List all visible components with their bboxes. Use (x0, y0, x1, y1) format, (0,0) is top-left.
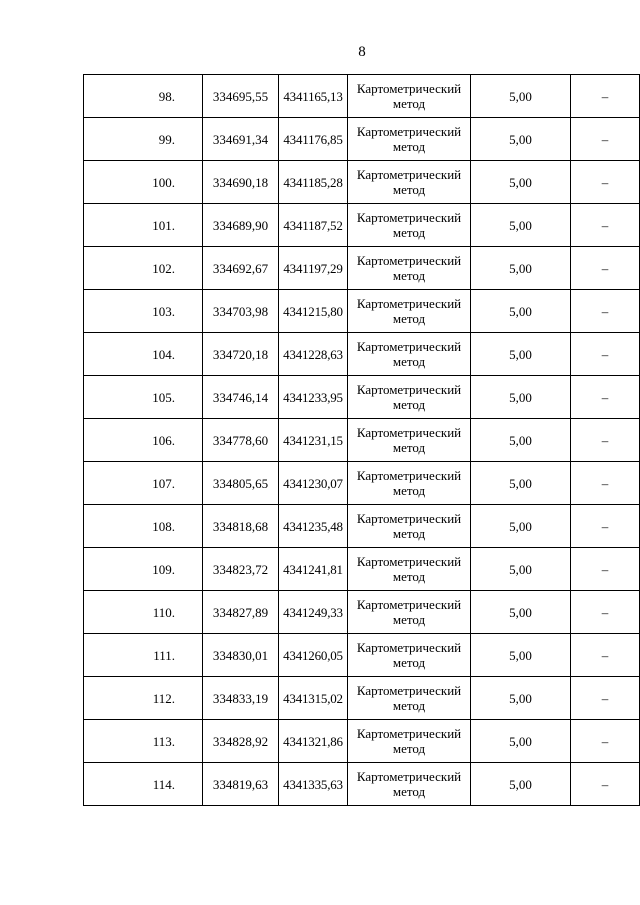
y-coordinate-text: 4341260,05 (283, 647, 343, 663)
y-coordinate-text: 4341185,28 (283, 174, 343, 190)
error-cell (471, 75, 571, 118)
method-cell (348, 548, 471, 591)
extra-text: – (601, 389, 609, 405)
extra-cell (571, 548, 640, 591)
point-number-text: 113. (152, 733, 175, 749)
extra-cell (571, 505, 640, 548)
method-cell (348, 161, 471, 204)
method-text: Картометрический метод (356, 124, 462, 154)
extra-cell (571, 419, 640, 462)
x-coordinate-cell (203, 161, 279, 204)
y-coordinate-text: 4341335,63 (283, 776, 343, 792)
x-coordinate-cell (203, 763, 279, 806)
point-number-cell (84, 720, 203, 763)
method-cell (348, 763, 471, 806)
extra-cell (571, 161, 640, 204)
method-text: Картометрический метод (356, 167, 462, 197)
y-coordinate-cell (279, 118, 348, 161)
x-coordinate-text: 334692,67 (212, 260, 269, 276)
point-number-text: 112. (152, 690, 175, 706)
x-coordinate-cell (203, 376, 279, 419)
method-text: Картометрический метод (356, 296, 462, 326)
table-row (84, 376, 640, 419)
y-coordinate-cell (279, 290, 348, 333)
extra-cell (571, 376, 640, 419)
x-coordinate-text: 334690,18 (212, 174, 269, 190)
extra-cell (571, 75, 640, 118)
point-number-cell (84, 333, 203, 376)
error-text: 5,00 (509, 217, 532, 233)
point-number-cell (84, 505, 203, 548)
error-text: 5,00 (509, 432, 532, 448)
table-row (84, 118, 640, 161)
table-row (84, 763, 640, 806)
table-row (84, 548, 640, 591)
point-number-text: 100. (152, 174, 175, 190)
method-cell (348, 290, 471, 333)
extra-text: – (601, 647, 609, 663)
y-coordinate-text: 4341230,07 (283, 475, 343, 491)
error-cell (471, 290, 571, 333)
error-cell (471, 505, 571, 548)
extra-text: – (601, 733, 609, 749)
extra-cell (571, 763, 640, 806)
extra-text: – (601, 561, 609, 577)
method-cell (348, 720, 471, 763)
point-number-text: 98. (158, 88, 175, 104)
point-number-text: 105. (152, 389, 175, 405)
extra-text: – (601, 475, 609, 491)
y-coordinate-cell (279, 204, 348, 247)
error-cell (471, 376, 571, 419)
method-cell (348, 677, 471, 720)
table-row (84, 677, 640, 720)
point-number-cell (84, 548, 203, 591)
method-text: Картометрический метод (356, 339, 462, 369)
error-text: 5,00 (509, 518, 532, 534)
method-text: Картометрический метод (356, 511, 462, 541)
method-text: Картометрический метод (356, 210, 462, 240)
point-number-cell (84, 419, 203, 462)
error-cell (471, 118, 571, 161)
x-coordinate-cell (203, 591, 279, 634)
method-cell (348, 247, 471, 290)
error-cell (471, 763, 571, 806)
method-text: Картометрический метод (356, 554, 462, 584)
point-number-text: 111. (153, 647, 175, 663)
x-coordinate-cell (203, 419, 279, 462)
y-coordinate-cell (279, 591, 348, 634)
error-cell (471, 720, 571, 763)
table-row (84, 75, 640, 118)
extra-cell (571, 118, 640, 161)
point-number-cell (84, 161, 203, 204)
error-text: 5,00 (509, 131, 532, 147)
point-number-cell (84, 677, 203, 720)
y-coordinate-text: 4341228,63 (283, 346, 343, 362)
table-row (84, 333, 640, 376)
point-number-text: 103. (152, 303, 175, 319)
method-cell (348, 204, 471, 247)
error-text: 5,00 (509, 604, 532, 620)
x-coordinate-text: 334691,34 (212, 131, 269, 147)
x-coordinate-cell (203, 462, 279, 505)
error-text: 5,00 (509, 776, 532, 792)
x-coordinate-cell (203, 548, 279, 591)
x-coordinate-text: 334689,90 (212, 217, 269, 233)
x-coordinate-text: 334828,92 (212, 733, 269, 749)
table-row (84, 247, 640, 290)
error-cell (471, 462, 571, 505)
error-text: 5,00 (509, 346, 532, 362)
extra-cell (571, 290, 640, 333)
y-coordinate-text: 4341241,81 (283, 561, 343, 577)
point-number-cell (84, 75, 203, 118)
table-row (84, 720, 640, 763)
method-text: Картометрический метод (356, 726, 462, 756)
point-number-text: 114. (152, 776, 175, 792)
method-cell (348, 118, 471, 161)
method-cell (348, 591, 471, 634)
point-number-text: 101. (152, 217, 175, 233)
x-coordinate-text: 334830,01 (212, 647, 269, 663)
error-text: 5,00 (509, 88, 532, 104)
y-coordinate-cell (279, 634, 348, 677)
method-text: Картометрический метод (356, 683, 462, 713)
x-coordinate-text: 334778,60 (212, 432, 269, 448)
extra-text: – (601, 174, 609, 190)
point-number-text: 107. (152, 475, 175, 491)
x-coordinate-cell (203, 290, 279, 333)
point-number-text: 106. (152, 432, 175, 448)
y-coordinate-text: 4341197,29 (283, 260, 343, 276)
method-text: Картометрический метод (356, 597, 462, 627)
extra-text: – (601, 690, 609, 706)
extra-cell (571, 677, 640, 720)
x-coordinate-text: 334695,55 (212, 88, 269, 104)
x-coordinate-cell (203, 75, 279, 118)
method-cell (348, 333, 471, 376)
error-cell (471, 333, 571, 376)
y-coordinate-cell (279, 462, 348, 505)
point-number-cell (84, 204, 203, 247)
error-cell (471, 634, 571, 677)
y-coordinate-text: 4341235,48 (283, 518, 343, 534)
error-text: 5,00 (509, 733, 532, 749)
x-coordinate-cell (203, 247, 279, 290)
x-coordinate-text: 334823,72 (212, 561, 269, 577)
error-text: 5,00 (509, 303, 532, 319)
error-text: 5,00 (509, 475, 532, 491)
point-number-cell (84, 247, 203, 290)
method-text: Картометрический метод (356, 425, 462, 455)
y-coordinate-text: 4341187,52 (283, 217, 343, 233)
x-coordinate-text: 334805,65 (212, 475, 269, 491)
error-cell (471, 591, 571, 634)
x-coordinate-text: 334703,98 (212, 303, 269, 319)
point-number-text: 99. (158, 131, 175, 147)
x-coordinate-cell (203, 720, 279, 763)
point-number-cell (84, 376, 203, 419)
method-cell (348, 376, 471, 419)
y-coordinate-text: 4341215,80 (283, 303, 343, 319)
y-coordinate-text: 4341315,02 (283, 690, 343, 706)
extra-cell (571, 333, 640, 376)
error-cell (471, 161, 571, 204)
table-row (84, 505, 640, 548)
x-coordinate-text: 334720,18 (212, 346, 269, 362)
method-cell (348, 505, 471, 548)
y-coordinate-text: 4341321,86 (283, 733, 343, 749)
table-row (84, 161, 640, 204)
x-coordinate-cell (203, 634, 279, 677)
y-coordinate-cell (279, 419, 348, 462)
extra-cell (571, 634, 640, 677)
method-cell (348, 419, 471, 462)
method-text: Картометрический метод (356, 468, 462, 498)
y-coordinate-text: 4341233,95 (283, 389, 343, 405)
x-coordinate-text: 334746,14 (212, 389, 269, 405)
method-cell (348, 75, 471, 118)
error-text: 5,00 (509, 174, 532, 190)
point-number-cell (84, 634, 203, 677)
extra-text: – (601, 432, 609, 448)
error-cell (471, 419, 571, 462)
point-number-cell (84, 290, 203, 333)
extra-text: – (601, 604, 609, 620)
extra-cell (571, 591, 640, 634)
method-text: Картометрический метод (356, 640, 462, 670)
x-coordinate-cell (203, 333, 279, 376)
extra-text: – (601, 88, 609, 104)
table-row (84, 591, 640, 634)
extra-cell (571, 462, 640, 505)
error-text: 5,00 (509, 389, 532, 405)
error-cell (471, 548, 571, 591)
point-number-cell (84, 118, 203, 161)
table-row (84, 634, 640, 677)
method-cell (348, 634, 471, 677)
point-number-text: 102. (152, 260, 175, 276)
extra-cell (571, 204, 640, 247)
y-coordinate-cell (279, 247, 348, 290)
error-cell (471, 247, 571, 290)
table-row (84, 462, 640, 505)
page-number: 8 (358, 44, 366, 60)
table-row (84, 204, 640, 247)
y-coordinate-text: 4341165,13 (283, 88, 343, 104)
method-cell (348, 462, 471, 505)
point-number-cell (84, 462, 203, 505)
extra-text: – (601, 131, 609, 147)
extra-text: – (601, 217, 609, 233)
y-coordinate-cell (279, 720, 348, 763)
method-text: Картометрический метод (356, 253, 462, 283)
method-text: Картометрический метод (356, 769, 462, 799)
y-coordinate-cell (279, 161, 348, 204)
extra-cell (571, 720, 640, 763)
y-coordinate-text: 4341231,15 (283, 432, 343, 448)
point-number-cell (84, 591, 203, 634)
x-coordinate-text: 334818,68 (212, 518, 269, 534)
y-coordinate-cell (279, 763, 348, 806)
method-text: Картометрический метод (356, 382, 462, 412)
y-coordinate-cell (279, 677, 348, 720)
extra-text: – (601, 346, 609, 362)
point-number-cell (84, 763, 203, 806)
table-row (84, 419, 640, 462)
point-number-text: 104. (152, 346, 175, 362)
error-text: 5,00 (509, 561, 532, 577)
coordinates-table-body (84, 75, 640, 806)
y-coordinate-cell (279, 376, 348, 419)
error-cell (471, 677, 571, 720)
x-coordinate-text: 334833,19 (212, 690, 269, 706)
y-coordinate-cell (279, 333, 348, 376)
error-text: 5,00 (509, 690, 532, 706)
x-coordinate-cell (203, 204, 279, 247)
coordinates-table (83, 74, 640, 806)
point-number-text: 110. (152, 604, 175, 620)
y-coordinate-text: 4341176,85 (283, 131, 343, 147)
y-coordinate-cell (279, 548, 348, 591)
point-number-text: 109. (152, 561, 175, 577)
y-coordinate-cell (279, 75, 348, 118)
x-coordinate-text: 334819,63 (212, 776, 269, 792)
extra-text: – (601, 776, 609, 792)
error-cell (471, 204, 571, 247)
table-row (84, 290, 640, 333)
y-coordinate-text: 4341249,33 (283, 604, 343, 620)
x-coordinate-cell (203, 505, 279, 548)
point-number-text: 108. (152, 518, 175, 534)
y-coordinate-cell (279, 505, 348, 548)
x-coordinate-cell (203, 118, 279, 161)
error-text: 5,00 (509, 260, 532, 276)
method-text: Картометрический метод (356, 81, 462, 111)
extra-text: – (601, 303, 609, 319)
error-text: 5,00 (509, 647, 532, 663)
extra-cell (571, 247, 640, 290)
extra-text: – (601, 518, 609, 534)
extra-text: – (601, 260, 609, 276)
x-coordinate-cell (203, 677, 279, 720)
x-coordinate-text: 334827,89 (212, 604, 269, 620)
